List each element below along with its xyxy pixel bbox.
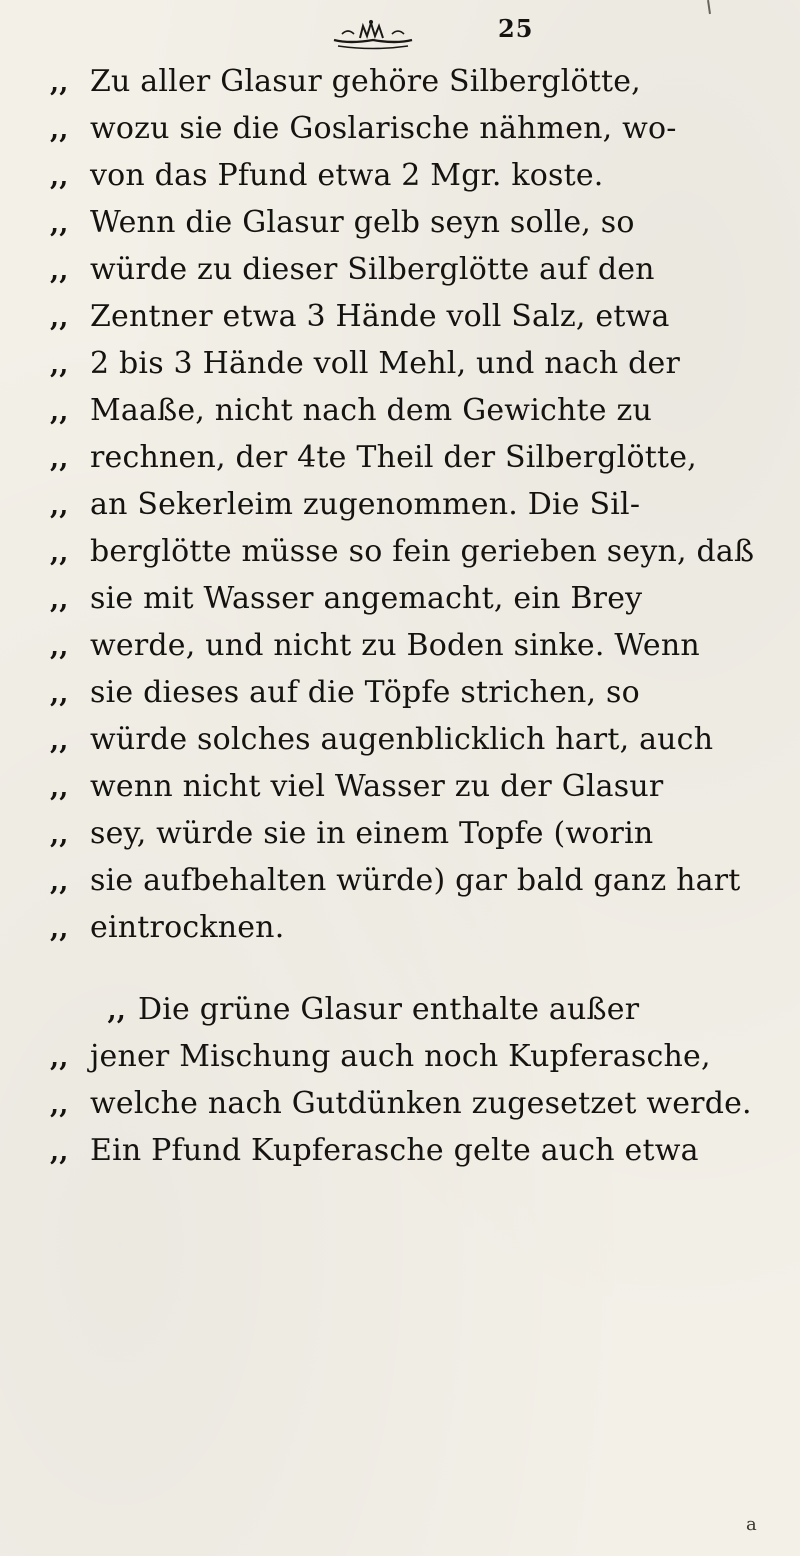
- line-text: Zu aller Glasur gehöre Silberglötte,: [90, 64, 641, 99]
- line-text: werde, und nicht zu Boden sinke. Wenn: [90, 628, 700, 663]
- line-text: rechnen, der 4te Theil der Silberglötte,: [90, 440, 697, 475]
- line-text: Maaße, nicht nach dem Gewichte zu: [90, 393, 652, 428]
- printer-ornament-icon: [330, 18, 416, 54]
- line-text: sie aufbehalten würde) gar bald ganz hart: [90, 863, 741, 898]
- text-line: [50, 528, 790, 575]
- text-line: [50, 58, 790, 105]
- text-line: [50, 246, 790, 293]
- line-text: würde solches augenblicklich hart, auch: [90, 722, 714, 757]
- quotation-mark: ,,: [50, 397, 69, 427]
- quotation-mark: ,,: [50, 491, 69, 521]
- line-text: Ein Pfund Kupferasche gelte auch etwa: [90, 1133, 699, 1168]
- quotation-mark: ,,: [50, 68, 69, 98]
- quotation-mark: ,,: [50, 1090, 69, 1120]
- quotation-mark: ,,: [50, 444, 69, 474]
- line-text: eintrocknen.: [90, 910, 285, 945]
- text-line: [50, 716, 790, 763]
- text-line: [50, 293, 790, 340]
- quotation-mark: ,,: [50, 679, 69, 709]
- text-line: [50, 857, 790, 904]
- page-number: 25: [498, 14, 534, 43]
- text-line: [50, 904, 790, 951]
- text-line: [50, 622, 790, 669]
- line-text: sie mit Wasser angemacht, ein Brey: [90, 581, 643, 616]
- signature-mark: a: [746, 1514, 757, 1535]
- quotation-mark: ,,: [50, 1137, 69, 1167]
- quotation-mark: ,,: [50, 914, 69, 944]
- text-line: [50, 387, 790, 434]
- quotation-mark: ,,: [50, 209, 69, 239]
- quotation-mark: ,,: [50, 585, 69, 615]
- text-line: [50, 481, 790, 528]
- text-line: [50, 105, 790, 152]
- line-text: 2 bis 3 Hände voll Mehl, und nach der: [90, 346, 680, 381]
- text-column: [50, 58, 790, 1174]
- quotation-mark: ,,: [50, 162, 69, 192]
- quotation-mark: ,,: [50, 303, 69, 333]
- quotation-mark: ,,: [50, 538, 69, 568]
- text-line: [50, 810, 790, 857]
- text-line: [50, 669, 790, 716]
- quotation-mark: ,,: [50, 632, 69, 662]
- text-line: [50, 1080, 790, 1127]
- margin-mark: [707, 0, 711, 14]
- quotation-mark: ,,: [50, 867, 69, 897]
- text-line: [50, 1127, 790, 1174]
- line-text: Die grüne Glasur enthalte außer: [138, 992, 640, 1027]
- line-text: wozu sie die Goslarische nähmen, wo-: [90, 111, 677, 146]
- line-text: würde zu dieser Silberglötte auf den: [90, 252, 655, 287]
- line-text: berglötte müsse so fein gerieben seyn, daß: [90, 534, 755, 569]
- text-line: [50, 763, 790, 810]
- line-text: sie dieses auf die Töpfe strichen, so: [90, 675, 640, 710]
- text-line: [50, 1033, 790, 1080]
- text-line: [50, 152, 790, 199]
- line-text: sey, würde sie in einem Topfe (worin: [90, 816, 654, 851]
- quotation-mark: ,,: [50, 773, 69, 803]
- line-text: welche nach Gutdünken zugesetzet werde.: [90, 1086, 752, 1121]
- quotation-mark: ,,: [50, 256, 69, 286]
- line-text: an Sekerleim zugenommen. Die Sil-: [90, 487, 641, 522]
- text-line: [50, 434, 790, 481]
- line-text: jener Mischung auch noch Kupferasche,: [90, 1039, 711, 1074]
- quotation-mark: ,,: [50, 726, 69, 756]
- text-line: [50, 575, 790, 622]
- quotation-mark: ,,: [50, 350, 69, 380]
- text-line: [50, 340, 790, 387]
- quotation-mark: ,,: [50, 820, 69, 850]
- line-text: Zentner etwa 3 Hände voll Salz, etwa: [90, 299, 670, 334]
- quotation-mark: ,,: [107, 996, 126, 1026]
- quotation-mark: ,,: [50, 1043, 69, 1073]
- line-text: wenn nicht viel Wasser zu der Glasur: [90, 769, 664, 804]
- line-text: Wenn die Glasur gelb seyn solle, so: [90, 205, 635, 240]
- quotation-mark: ,,: [50, 115, 69, 145]
- text-line: [50, 986, 790, 1033]
- text-line: [50, 199, 790, 246]
- line-text: von das Pfund etwa 2 Mgr. koste.: [90, 158, 604, 193]
